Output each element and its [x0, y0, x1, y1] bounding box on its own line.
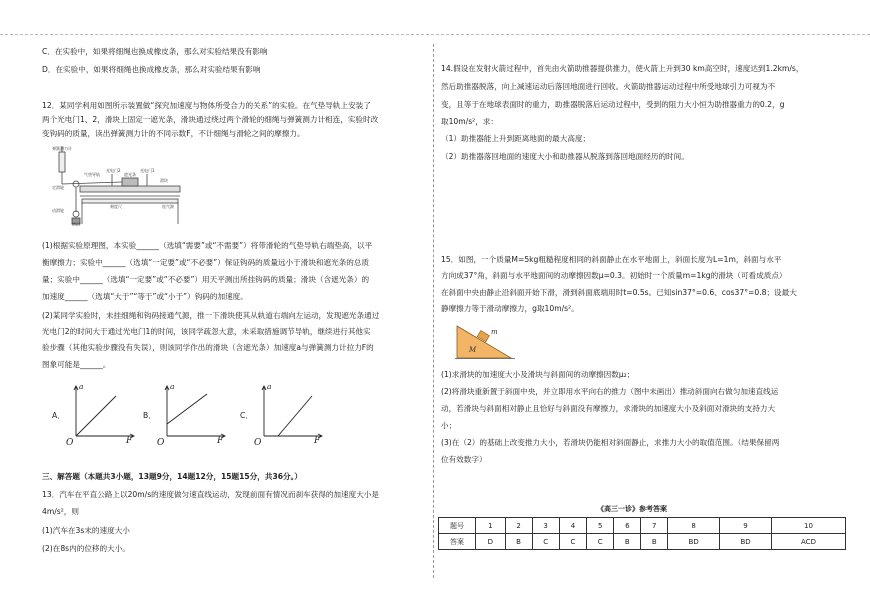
answer-cell: C: [532, 534, 559, 550]
graph-axis-x: F: [217, 436, 224, 446]
q12-part1: 量；实验中______（选填“一定要”或“不必要”）用天平测出所挂钩码的质量；滑块（含遮光条）的: [42, 275, 370, 284]
q14-part: （1）助推器能上升到距离地面的最大高度；: [441, 134, 591, 143]
q14-part: （2）助推器落回地面的速度大小和助推器从脱落到落回地面经历的时间。: [441, 152, 689, 161]
table-header-cell: 答案: [439, 534, 476, 550]
apparatus-figure: [52, 146, 192, 226]
q12-part2: 光电门2的时间大于通过光电门1的时间，该同学疏忽大意，未采取措施调节导轨，继续进行其他实: [42, 327, 371, 336]
q13-line: 13．汽车在平直公路上以20m/s的速度做匀速直线运动，发现前面有情况而刹车获得的加速度大小是: [42, 490, 379, 499]
q12-part1: 衡摩擦力；实验中______（选填“一定要”或“不必要”）保证钩码的质量远小于滑块和遮光条的总质: [42, 258, 370, 267]
q12-part2: 图象可能是______。: [42, 360, 111, 369]
q15-part3: (3)在（2）的基础上改变推力大小，若滑块仍能相对斜面静止，求推力大小的取值范围。（结果保留两: [441, 438, 780, 447]
q14-line: 取10m/s²，求：: [441, 117, 498, 126]
table-header-cell: 题号: [439, 518, 476, 534]
graph-axis-y: a: [170, 382, 175, 391]
q15-part2: (2)将滑块重新置于斜面中央，并立即用水平向右的推力（图中未画出）推动斜面向右做匀加速直线运: [441, 387, 779, 396]
question-number-cell: 4: [559, 518, 586, 534]
q14-line: 变，且等于在地球表面时的重力，助推器脱落后运动过程中，受到的阻力大小恒为助推器重力的0.2，g: [441, 100, 785, 109]
fig-label: 动滑轮: [52, 208, 64, 213]
q15-part2: 小；: [441, 421, 457, 430]
q12-part1: 加速度______（选填“大于”“等于”或“小于”）钩码的加速度。: [42, 292, 248, 301]
column-divider: [433, 44, 434, 578]
q15-part2: 动，若滑块与斜面相对静止且恰好与斜面没有摩擦力，求滑块的加速度大小及斜面对滑块的支持力大: [441, 404, 776, 413]
graph-origin: O: [157, 438, 165, 448]
answer-cell: B: [614, 534, 641, 550]
graph-option-label: C．: [240, 411, 253, 420]
question-number-cell: 6: [614, 518, 641, 534]
q15-part3: 位有效数字）: [441, 455, 487, 464]
q12-line: 变钩码的质量，读出弹簧测力计的不同示数F，不计细绳与滑轮之间的摩擦力。: [42, 129, 305, 138]
graph-axis-x: F: [314, 436, 321, 446]
table-row: [439, 518, 846, 534]
q13-line: 4m/s²，则: [42, 507, 79, 516]
question-number-cell: 8: [668, 518, 720, 534]
question-number-cell: 1: [476, 518, 506, 534]
table-row: [439, 534, 846, 550]
fig-label: 气垫导轨: [84, 172, 100, 177]
q13-part: (1)汽车在3s末的速度大小: [42, 526, 130, 535]
graph-option-c: [240, 382, 330, 446]
q12-line: 两个光电门1、2，滑块上固定一遮光条，滑块通过绕过两个滑轮的细绳与弹簧测力计相连，实验时改: [42, 115, 379, 124]
fig-label: 光电门1: [140, 168, 155, 173]
answer-cell: D: [476, 534, 506, 550]
fig-label: 遮光条: [124, 172, 136, 177]
question-number-cell: 9: [720, 518, 772, 534]
q13-part: (2)在8s内的位移的大小。: [42, 544, 130, 553]
question-number-cell: 5: [587, 518, 614, 534]
graph-axis-x: F: [126, 436, 133, 446]
option-c: C．在实验中，如果将细绳也换成橡皮条，那么对实验结果没有影响: [42, 47, 268, 56]
fig-label: 连气源: [162, 204, 174, 209]
q15-line: 静摩擦力等于滑动摩擦力，g取10m/s²。: [441, 304, 579, 313]
fig-label: 光电门2: [106, 168, 121, 173]
q12-part1: (1)根据实验原理图，本实验______（选填“需要”或“不需要”）将带滑轮的气垫导轨右端垫高，以平: [42, 241, 373, 250]
fig-label: 钩码: [72, 222, 80, 226]
incline-label-M: M: [469, 346, 477, 354]
graph-origin: O: [254, 438, 262, 448]
graph-b-line: [167, 394, 207, 424]
section-3-heading: 三、解答题（本题共3小题，13题9分，14题12分，15题15分，共36分。）: [42, 472, 303, 481]
answer-cell: BD: [720, 534, 772, 550]
answer-cell: B: [641, 534, 668, 550]
answer-cell: C: [587, 534, 614, 550]
top-border: [0, 34, 870, 35]
graph-axis-y: a: [267, 382, 272, 391]
block-label-m: m: [491, 328, 498, 336]
fig-label: 定滑轮: [52, 185, 64, 190]
incline-figure: [455, 318, 517, 362]
answer-key-title: 《高三一诊》参考答案: [597, 505, 667, 513]
q12-part2: 验步骤（其他实验步骤没有失误），则该同学作出的滑块（含遮光条）加速度a与弹簧测力计拉力F的: [42, 343, 374, 352]
option-d: D．在实验中，如果将细绳也换成橡皮条，那么对实验结果有影响: [42, 65, 261, 74]
q14-line: 然后助推器脱落，向上减速运动后落回地面进行回收。火箭助推器运动过程中所受地球引力可视为不: [441, 82, 776, 91]
q15-line: 15．如图，一个质量M=5kg粗糙程度相同的斜面静止在水平地面上，斜面长度为L=1m，斜面与水平: [441, 255, 782, 264]
q14-line: 14.假设在发射火箭过程中，首先由火箭助推器提供推力，使火箭上升到30 km高空时，速度达到1.2km/s，: [441, 64, 804, 73]
fig-label: 刻度尺: [110, 204, 122, 209]
question-number-cell: 7: [641, 518, 668, 534]
answer-table: [438, 517, 846, 550]
answer-cell: ACD: [771, 534, 845, 550]
question-number-cell: 2: [505, 518, 532, 534]
q15-part1: (1)求滑块的加速度大小及滑块与斜面间的动摩擦因数μ₂；: [441, 370, 635, 379]
answer-cell: C: [559, 534, 586, 550]
answer-cell: B: [505, 534, 532, 550]
question-number-cell: 10: [771, 518, 845, 534]
graph-option-label: A．: [52, 411, 65, 420]
graph-c-line: [278, 396, 312, 436]
q15-line: 方向成37°角，斜面与水平地面间的动摩擦因数μ=0.3。初始时一个质量m=1kg的滑块（可看成质点）: [441, 271, 787, 280]
graph-axis-y: a: [79, 382, 84, 391]
q12-line: 12．某同学利用如图所示装置做“探究加速度与物体所受合力的关系”的实验。在气垫导轨上安装了: [42, 101, 371, 110]
graph-option-a: [52, 382, 142, 446]
answer-cell: BD: [668, 534, 720, 550]
graph-a-line: [76, 396, 116, 436]
graph-origin: O: [66, 438, 74, 448]
graph-option-b: [143, 382, 233, 446]
fig-label: 弹簧测力计: [52, 146, 72, 151]
question-number-cell: 3: [532, 518, 559, 534]
fig-label: 滑块: [160, 178, 168, 183]
graph-option-label: B．: [143, 411, 156, 420]
q12-part2: (2)某同学实验时，未挂细绳和钩码接通气源，推一下滑块使其从轨道右端向左运动，发现遮光条通过: [42, 311, 380, 320]
q15-line: 在斜面中央由静止沿斜面开始下滑，滑到斜面底端用时t=0.5s。已知sin37°=0.6、cos37°=0.8；设最大: [441, 288, 797, 297]
